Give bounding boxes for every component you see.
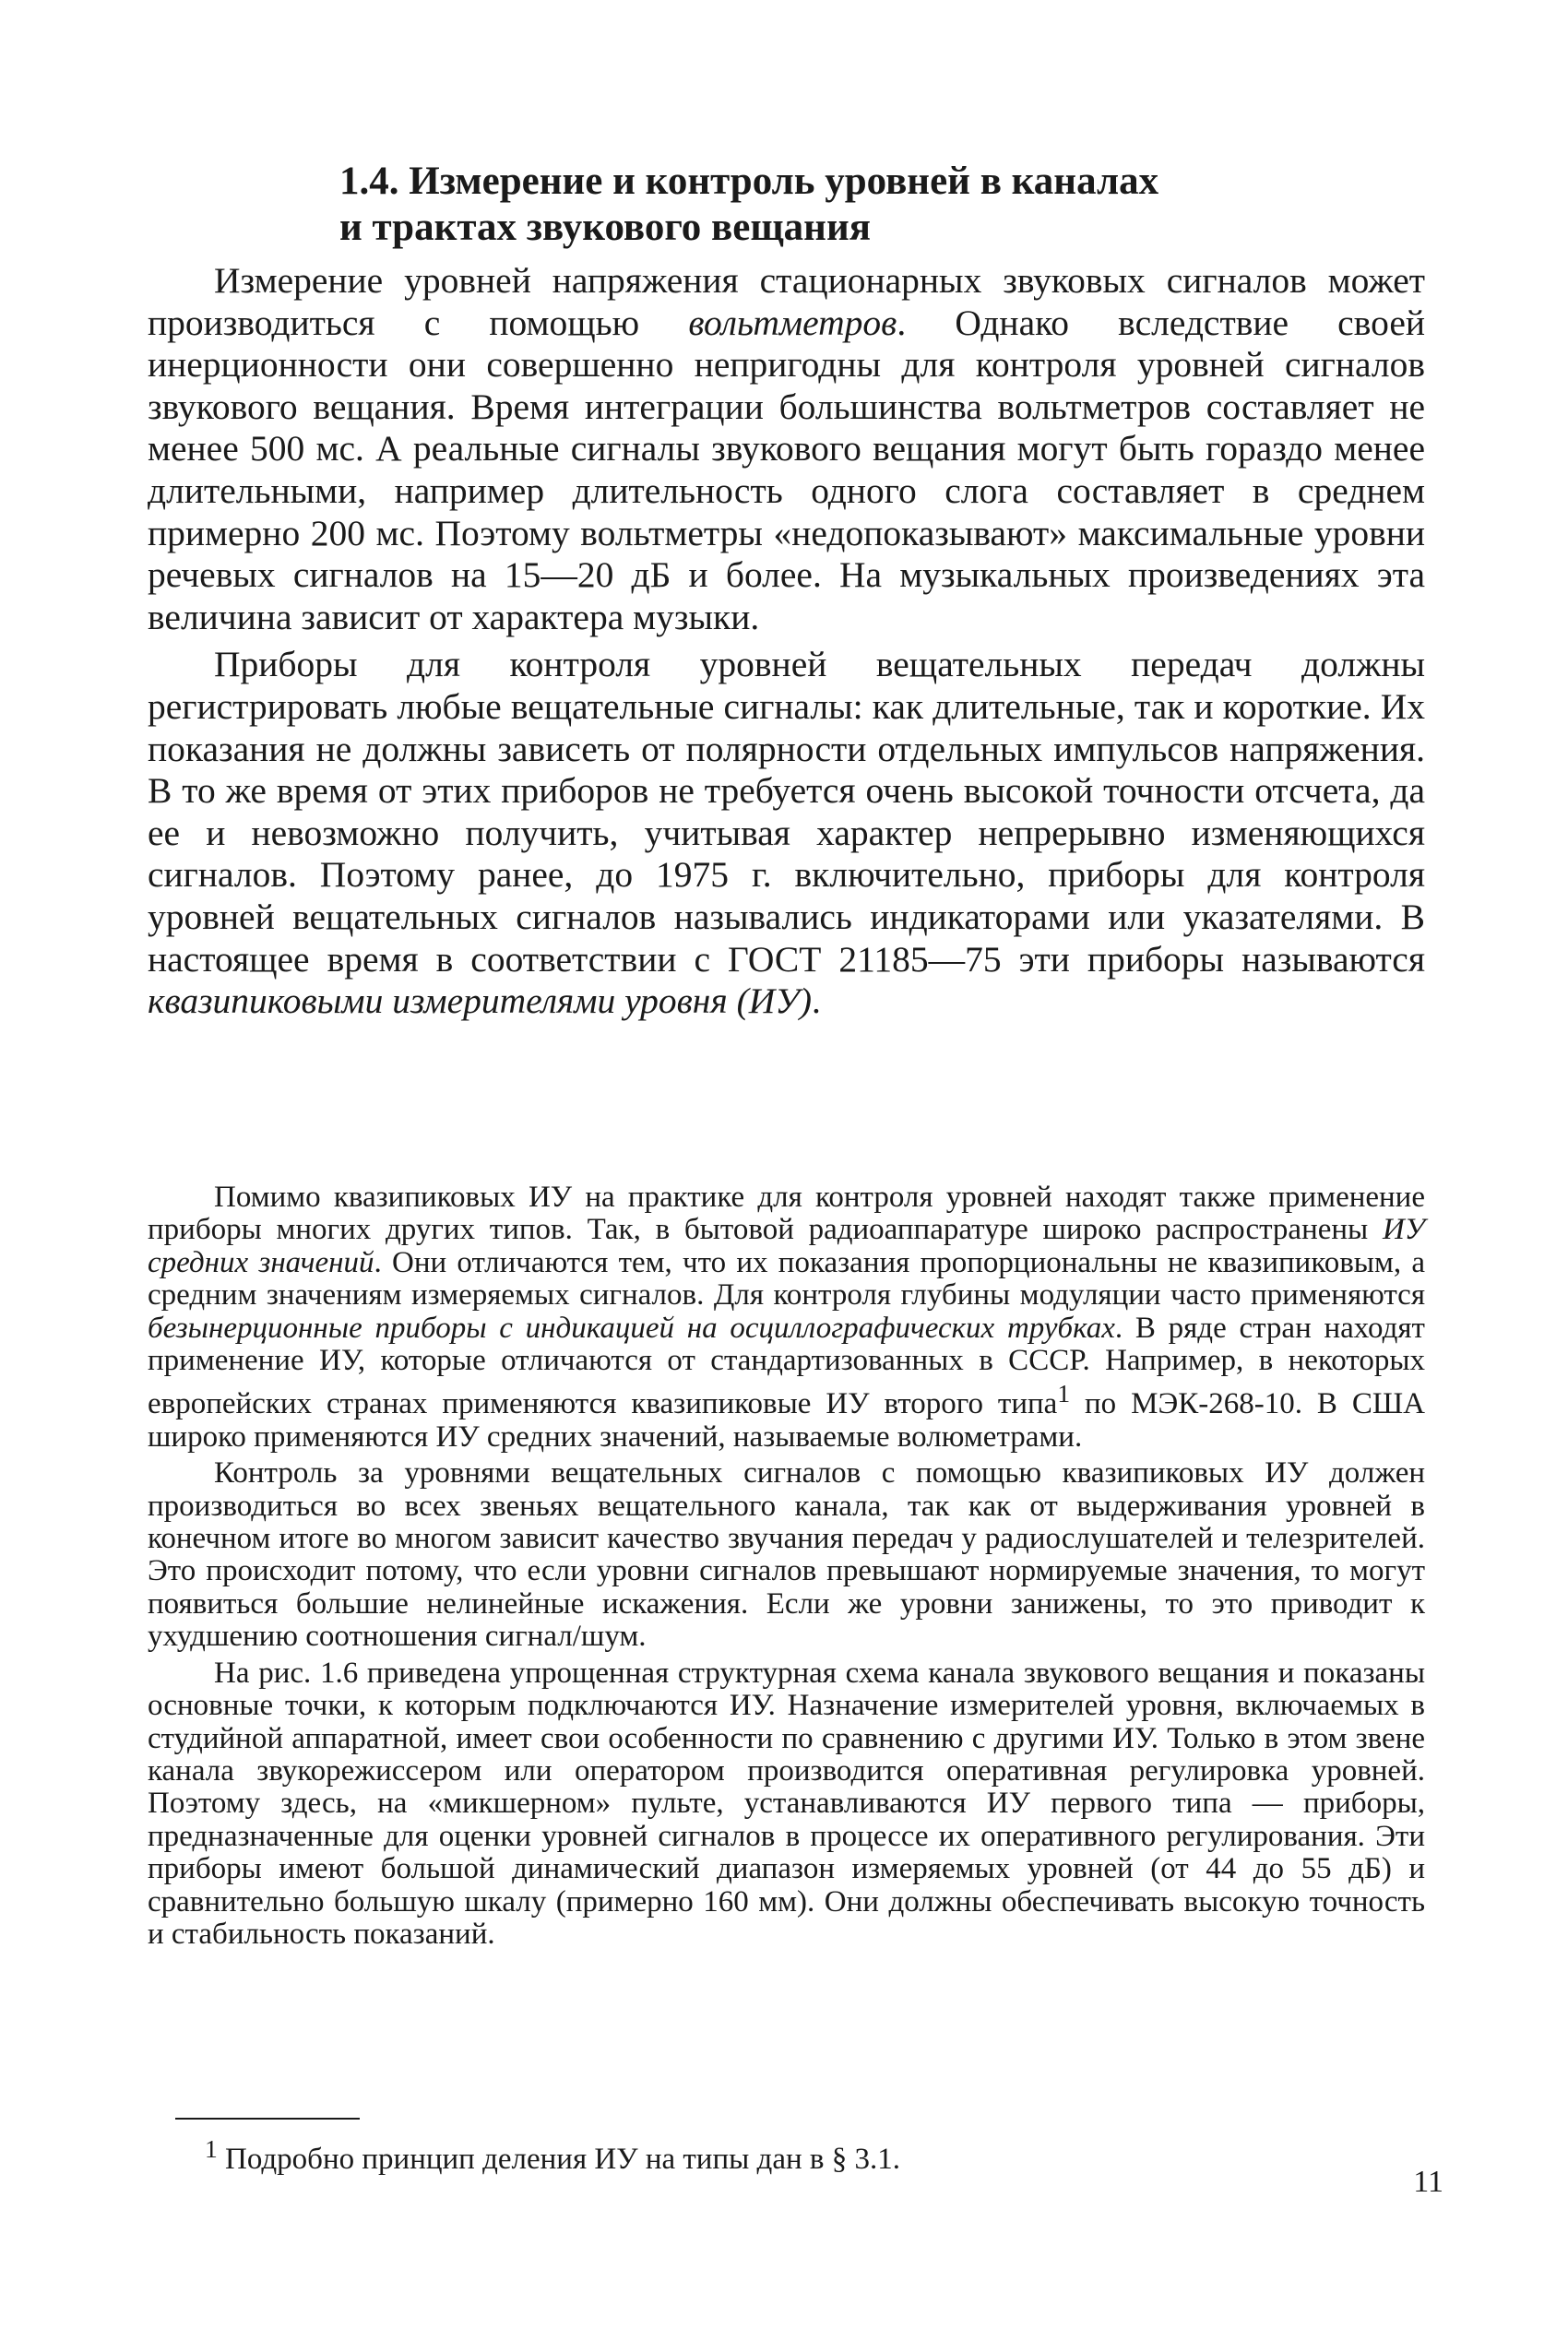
section-heading [339, 159, 1262, 251]
italic-term: безынерционные приборы с индикацией на осциллографических трубках [148, 1311, 1115, 1345]
footnote-text: Подробно принцип деления ИУ на типы дан в § 3.1. [217, 2143, 900, 2176]
footnote-mark: 1 [205, 2134, 218, 2163]
page-number: 11 [1413, 2165, 1443, 2199]
main-text-block [148, 260, 1425, 1023]
paragraph-text: Помимо квазипиковых ИУ на практике для контроля уровней находят также применение приборы многих других типов. Так, в бытовой радиоаппаратуре широко распространены [148, 1181, 1425, 1247]
paragraph-text: . В ряде стран находят применение ИУ, которые отличаются от стандартизованных в СССР. Например, в некоторых европейских странах применяются квазипиковые ИУ второго типа [148, 1311, 1425, 1421]
paragraph-text: . Они отличаются тем, что их показания пропорциональны не квазипиковым, а средним значениям измеряемых сигналов. Для контроля глубины модуляции часто применяются [148, 1245, 1425, 1313]
italic-term: вольтметров [688, 302, 897, 343]
paragraph-text: по МЭК-268-10. В США широко применяются ИУ средних значений, называемые волюметрами. [148, 1387, 1425, 1454]
italic-term: ИУ средних значений [148, 1213, 1425, 1279]
footnote-reference: 1 [1057, 1379, 1071, 1408]
paragraph-text: Измерение уровней напряжения стационарных звуковых сигналов может производиться с помощью [148, 260, 1425, 343]
section-heading-line-2: и трактах звукового вещания [339, 206, 871, 249]
paragraph-voltmeters [148, 260, 1425, 638]
footnote-divider [175, 2118, 360, 2120]
paragraph-level-control: Контроль за уровнями вещательных сигналов с помощью квазипиковых ИУ должен производиться во всех звеньях вещательного канала, так как от выдерживания уровней в конечном итоге во многом зависит качество звучания передач у радиослушателей и телезрителей. Это происходит потому, что если уровни сигналов превышают нормируемые значения, то могут появиться большие нелинейные искажения. Если же уровни занижены, то это приводит к ухудшению соотношения сигнал/шум. [148, 1456, 1425, 1654]
footnote [205, 2131, 1312, 2178]
paragraph-text: . [812, 980, 821, 1022]
section-heading-line-1: 1.4. Измерение и контроль уровней в каналах [339, 160, 1159, 203]
paragraph-other-meter-types [148, 1182, 1425, 1454]
paragraph-text: . Однако вследствие своей инерционности они совершенно непригодны для контроля уровней сигналов звукового вещания. Время интеграции большинства вольтметров составляет не менее 500 мс. А реальные сигналы звукового вещания могут быть гораздо менее длительными, например длительность одного слога составляет в среднем примерно 200 мс. Поэтому вольтметры «недопоказывают» максимальные уровни речевых сигналов на 15—20 дБ и более. На музыкальных произведениях эта величина зависит от характера музыки. [148, 302, 1425, 637]
paragraph-quasi-peak-meters [148, 644, 1425, 1022]
small-text-block [148, 1182, 1425, 1951]
paragraph-figure-reference: На рис. 1.6 приведена упрощенная структурная схема канала звукового вещания и показаны основные точки, к которым подключаются ИУ. Назначение измерителей уровня, включаемых в студийной аппаратной, имеет свои особенности по сравнению с другими ИУ. Только в этом звене канала звукорежиссером или оператором производится оперативная регулировка уровней. Поэтому здесь, на «микшерном» пульте, устанавливаются ИУ первого типа — приборы, предназначенные для оценки уровней сигналов в процессе их оперативного регулирования. Эти приборы имеют большой динамический диапазон измеряемых уровней (от 44 до 55 дБ) и сравнительно большую шкалу (примерно 160 мм). Они должны обеспечивать высокую точность и стабильность показаний. [148, 1656, 1425, 1951]
paragraph-text: Приборы для контроля уровней вещательных передач должны регистрировать любые вещательные сигналы: как длительные, так и короткие. Их показания не должны зависеть от полярности отдельных импульсов напряжения. В то же время от этих приборов не требуется очень высокой точности отсчета, да ее и невозможно получить, учитывая характер непрерывно изменяющихся сигналов. Поэтому ранее, до 1975 г. включительно, приборы для контроля уровней вещательных сигналов назывались индикаторами или указателями. В настоящее время в соответствии с ГОСТ 21185—75 эти приборы называются [148, 644, 1425, 980]
italic-term: квазипиковыми измерителями уровня (ИУ) [148, 980, 813, 1022]
